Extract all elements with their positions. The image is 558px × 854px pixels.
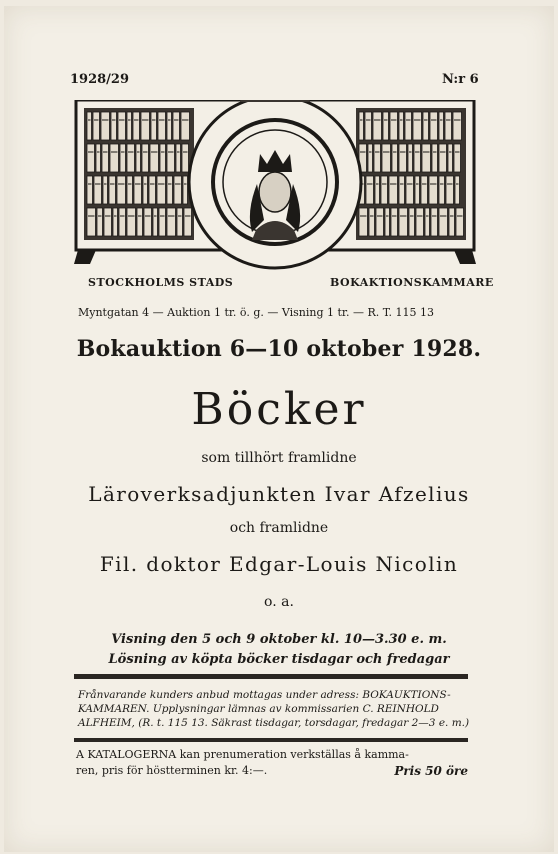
absentee-bid-notice [78,688,470,730]
masthead-right-label: BOKAKTIONSKAMMARE [330,276,494,289]
main-title: Böcker [191,384,367,435]
address-info-line: Myntgatan 4 — Auktion 1 tr. ö. g. — Visning 1 tr. — R. T. 115 13 [78,306,434,319]
catalog-price-line: ren, pris för höstterminen kr. 4:—. [76,764,268,777]
divider-rule [74,674,468,679]
catalog-page [4,6,554,852]
price-label: Pris 50 öre [394,764,468,778]
masthead-emblem [74,100,476,270]
masthead-left-label: STOCKHOLMS STADS [88,276,234,289]
owner-name-1: Läroverksadjunkten Ivar Afzelius [88,482,470,506]
city-seal-icon [189,100,361,268]
and-others: o. a. [264,594,294,610]
subtitle-2: och framlidne [229,520,329,536]
issue-number: N:r 6 [442,72,479,87]
notice-line: ALFHEIM, (R. t. 115 13. Säkrast tisdagar, torsdagar, fredagar 2—3 e. m.) [78,717,470,729]
auction-headline: Bokauktion 6—10 oktober 1928. [76,336,482,362]
notice-line: Frånvarande kunders anbud mottagas under adress: BOKAUKTIONS- [78,689,451,701]
subtitle-1: som tillhört framlidne [201,450,357,466]
owner-name-2: Fil. doktor Edgar-Louis Nicolin [99,552,459,576]
viewing-times: Visning den 5 och 9 oktober kl. 10—3.30 e. m. [111,632,447,647]
catalog-subscription-line: A KATALOGERNA kan prenumeration verkställas å kamma- [76,748,409,761]
redemption-days: Lösning av köpta böcker tisdagar och fredagar [108,652,450,667]
divider-rule [74,738,468,742]
notice-line: KAMMAREN. Upplysningar lämnas av kommissarien C. REINHOLD [78,703,439,715]
season-label: 1928/29 [70,72,130,87]
